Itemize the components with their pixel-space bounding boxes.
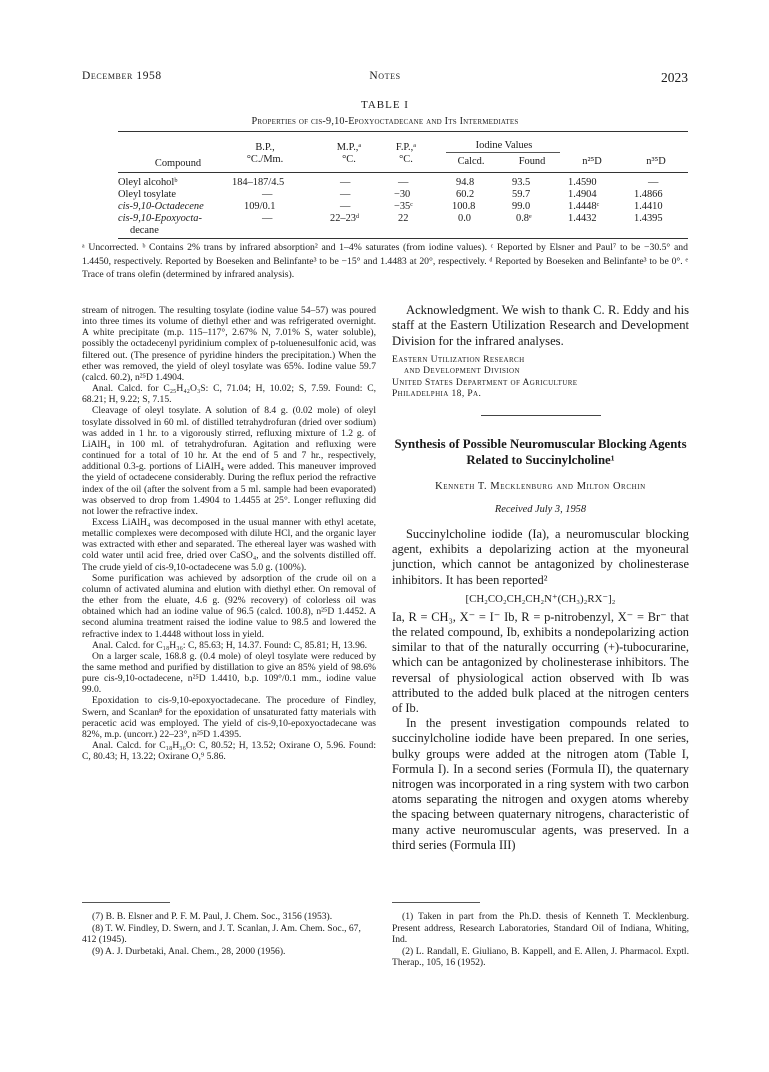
table-cell: — (262, 213, 273, 224)
table-cell: cis-9,10-Epoxyocta- (118, 213, 202, 224)
table-cell: −30 (394, 189, 411, 200)
table-title: TABLE I (361, 99, 409, 111)
article-title: Synthesis of Possible Neuromuscular Blocking Agents Related to Succinylcholine¹ (394, 436, 687, 468)
reference: (2) L. Randall, E. Giuliano, B. Kappell, and E. Allen, J. Pharmacol. Exptl. Therap., 105, 16 (1952). (392, 945, 689, 968)
table-cell: 1.4432 (568, 213, 597, 224)
paragraph: Succinylcholine iodide (Ia), a neuromuscular blocking agent, exhibits a depolarizing action at the myoneural junction, which cannot be antagonized by cholinesterase inhibitors. It has been reported² (392, 526, 689, 587)
table-cell: Oleyl tosylate (118, 189, 177, 200)
th-nd35: n³⁵D (646, 156, 666, 167)
table-cell: — (262, 189, 273, 200)
table-cell: 100.8 (452, 201, 476, 212)
th-calcd: Calcd. (457, 156, 485, 167)
table-cell: 1.4410 (634, 201, 663, 212)
reference: (7) B. B. Elsner and P. F. M. Paul, J. Chem. Soc., 3156 (1953). (92, 911, 333, 922)
table-cell: 22–23ᵈ (330, 213, 360, 224)
th-mp: M.P.,ᵃ (336, 142, 362, 153)
paragraph: Some purification was achieved by adsorption of the crude oil on a column of activated alumina and elution with diethyl ether. On removal of the ether from the eluate, 4.6 g. (92% recovery) of colorless oil was obtained which had an iodine value of 96.5 (calcd. 100.8), n²⁵D 1.4452. A second alumina treatment raised the iodine value to 98.5 and lowered the refractive index to 1.4448 without loss in yield. (82, 572, 376, 640)
affiliation-line: and Development Division (404, 366, 520, 377)
table-cell: 1.4904 (568, 189, 597, 200)
affiliation-line: United States Department of Agriculture (392, 377, 578, 388)
acknowledgment: Acknowledgment. We wish to thank C. R. Eddy and his staff at the Eastern Utilization Research and Development Division for the infrared analyses. (392, 303, 689, 348)
table-cell: 60.2 (456, 189, 475, 200)
table-cell: — (648, 177, 659, 188)
table-footnote: ᵃ Uncorrected. ᵇ Contains 2% trans by infrared absorption² and 1–4% saturates (from iodine values). ᶜ Reported by Elsner and Paul⁷ to be −30.5° and 1.4450, respectively. Reported by Boeseken and Belinfante³ to be −15° and 1.4483 at 20°, respectively. ᵈ Reported by Boeseken and Belinfante³ to be 0°. ᵉ Trace of trans olefin (determined by infrared analysis). (82, 242, 688, 280)
article-authors: Kenneth T. Mecklenburg and Milton Orchin (435, 480, 646, 492)
th-bp: B.P., (255, 142, 275, 153)
paragraph: Ia, R = CH₃, X⁻ = I⁻ Ib, R = p-nitrobenzyl, X⁻ = Br⁻ that the related compound, Ib, exhibits a nondepolarizing action similar to that of the naturally occurring (+)-tubocurarine, which can be antagonized by cholinesterase inhibitors. The reversal of physiological action observed with Ib was attributed to the added bulk placed at the nitrogen centers of Ib. (392, 609, 689, 715)
paragraph: stream of nitrogen. The resulting tosylate (iodine value 54–57) was poured into three times its volume of diethyl ether and was refrigerated overnight. A white precipitate (m.p. 115–117°, 2.67% N, 7.01% S, water soluble), possibly the octadecenyl pyridinium complex of p-toluenesulfonic acid, was filtered out. (The presence of pyridine hinders the precipitation.) When the ether was removed, the yield of oleyl tosylate was 65%. Iodine value 59.7 (calcd. 60.2), n²⁵D 1.4904. (82, 305, 376, 383)
right-column (392, 303, 689, 853)
footnote-rule (392, 902, 480, 903)
table-cell: decane (130, 225, 159, 236)
table-cell: 184–187/4.5 (232, 177, 285, 188)
paragraph: On a larger scale, 168.8 g. (0.4 mole) of oleyl tosylate were reduced by the same method and purified by distillation to give an 85% yield of 98.6% pure cis-9,10-octadecene, n²⁵D 1.4410, b.p. 109°/0.1 mm., iodine value 99.0. (82, 650, 376, 696)
affiliation-line: Philadelphia 18, Pa. (392, 389, 482, 400)
table-cell: 22 (398, 213, 409, 224)
reference: (8) T. W. Findley, D. Swern, and J. T. Scanlan, J. Am. Chem. Soc., 67, 412 (1945). (82, 922, 361, 945)
references-left (82, 911, 376, 957)
th-compound: Compound (154, 158, 202, 169)
reference: (9) A. J. Durbetaki, Anal. Chem., 28, 2000 (1956). (92, 945, 286, 957)
table-cell: cis-9,10-Octadecene (118, 201, 204, 212)
th-nd25: n²⁵D (582, 156, 602, 167)
paragraph: Cleavage of oleyl tosylate. A solution of 8.4 g. (0.02 mole) of oleyl tosylate dissolved in 60 ml. of distilled tetrahydrofuran (dried over sodium) was added in 1 hr. to a vigorously stirred, refluxing mixture of 1.2 g. of LiAlH₄ in 100 ml. of tetrahydrofuran. Agitation and refluxing were continued for a total of 10 hr. At the end of 5 and 7 hr., respectively, additional 0.3-g. portions of LiAlH₄ were added. This maneuver improved the yield of octadecene considerably. During the reflux period the refractive index of the oil (after the solvent from a 5 ml. sample had been evaporated) was observed to drop from 1.4904 to 1.4455 at 25°. Longer refluxing did not lower the refractive index. (82, 405, 376, 517)
th-iodine-values: Iodine Values (475, 140, 533, 151)
iodine-subrule (446, 152, 560, 153)
table-top-rule (118, 131, 688, 132)
footnote-rule (82, 902, 170, 903)
reference: (1) Taken in part from the Ph.D. thesis of Kenneth T. Mecklenburg. Present address, Research Laboratories, Standard Oil of Indiana, Whiting, Ind. (392, 911, 689, 945)
paragraph: Excess LiAlH₄ was decomposed in the usual manner with ethyl acetate, metallic complexes were decomposed with dilute HCl, and the organic layer was extracted with ether and separated. The ethereal layer was washed with cold water until acid free, dried over CaSO₄, and the solvents distilled off. The crude yield of cis-9,10-octadecene was 5.0 g. (100%). (82, 516, 376, 573)
table-cell: 1.4395 (634, 213, 663, 224)
table-cell: 1.4866 (634, 189, 663, 200)
affiliation-line: Eastern Utilization Research (392, 354, 525, 365)
table-cell: 1.4448ᶜ (568, 201, 600, 212)
table-cell: 94.8 (456, 177, 475, 188)
table-cell: 109/0.1 (244, 201, 276, 212)
th-bp-unit: °C./Mm. (246, 154, 284, 165)
table-cell: 99.0 (512, 201, 531, 212)
section-divider (481, 415, 601, 416)
paragraph: Anal. Calcd. for C₁₈H₃₆O: C, 80.52; H, 13.52; Oxirane O, 5.96. Found: C, 80.43; H, 13.22; Oxirane O,⁹ 5.86. (82, 740, 376, 763)
paragraph: In the present investigation compounds related to succinylcholine iodide have been prepared. In one series, bulky groups were added at the nitrogen atom (Table I, Formula I). In a second series (Formula II), the quaternary nitrogen was incorporated in a ring system with two carbon atoms separating the nitrogen and oxygen atoms whereby the spacing between quaternary nitrogens, characteristic of many active neuromuscular agents, was preserved. In a third series (Formula III) (392, 716, 689, 852)
th-fp: F.P.,ᵃ (395, 142, 417, 153)
table-caption: Properties of cis-9,10-Epoxyoctadecane and Its Intermediates (251, 116, 519, 127)
affiliation (392, 355, 689, 401)
table-cell: −35ᶜ (394, 201, 413, 212)
table-cell: — (340, 201, 351, 212)
received-date: Received July 3, 1958 (494, 503, 587, 515)
table-cell: Oleyl alcoholᵇ (118, 177, 178, 188)
references-right (392, 911, 689, 969)
page-number: 2023 (661, 70, 688, 85)
table-header-rule (118, 172, 688, 173)
paragraph: Anal. Calcd. for C₂₅H₄₂O₃S: C, 71.04; H, 10.02; S, 7.59. Found: C, 68.21; H, 9.22; S, 7.15. (82, 383, 376, 406)
table-cell: 59.7 (512, 189, 531, 200)
paragraph: Anal. Calcd. for C₁₈H₃₆: C, 85.63; H, 14.37. Found: C, 85.81; H, 13.96. (92, 639, 368, 651)
header-date: December 1958 (82, 70, 162, 82)
th-fp-unit: °C. (399, 154, 413, 165)
paragraph: Epoxidation to cis-9,10-epoxyoctadecane. The procedure of Findley, Swern, and Scanlan⁸ for the epoxidation of unsaturated fatty materials with peracetic acid was employed. The yield of cis-9,10-epoxyoctadecane was 82%, m.p. (uncorr.) 22–23°, n²⁵D 1.4395. (82, 695, 376, 740)
table-cell: — (340, 177, 351, 188)
table-cell: — (340, 189, 351, 200)
running-header (82, 70, 688, 86)
table-cell: — (398, 177, 409, 188)
chemical-formula: [CH₂CO₂CH₂CH₂N⁺(CH₃)₂RX⁻]₂ (465, 592, 616, 605)
table-cell: 0.8ᵉ (516, 213, 532, 224)
table-cell: 0.0 (458, 213, 471, 224)
table-cell: 1.4590 (568, 177, 597, 188)
table-cell: 93.5 (512, 177, 531, 188)
th-found: Found (518, 156, 546, 167)
left-column (82, 305, 376, 762)
header-section: Notes (369, 70, 401, 82)
table-bottom-rule (118, 238, 688, 239)
th-mp-unit: °C. (342, 154, 356, 165)
